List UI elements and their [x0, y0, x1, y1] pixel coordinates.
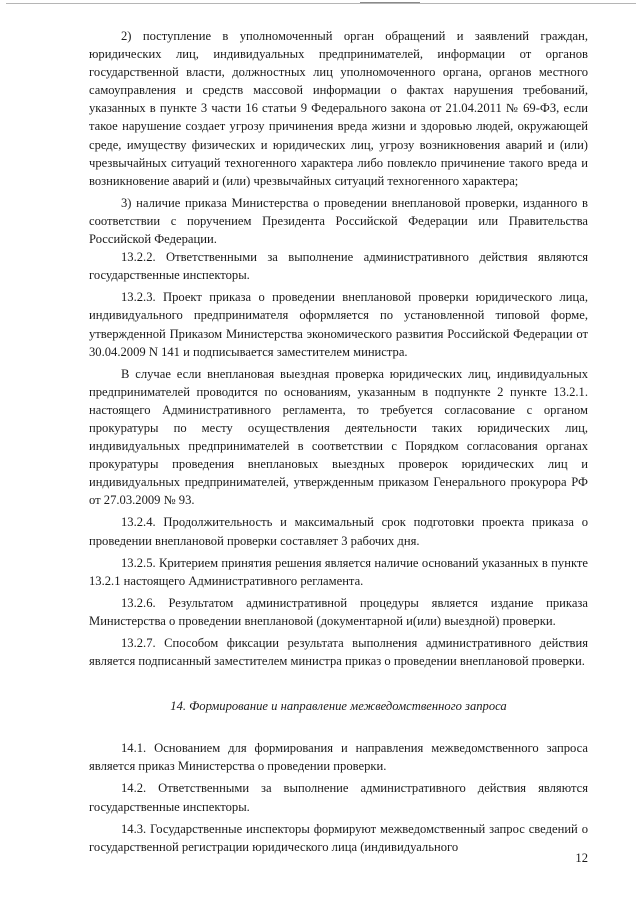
paragraph-prosecutor-approval: В случае если внеплановая выездная проверка юридических лиц, индивидуальных предпринимателей проводится по основаниям, указанным в подпункте 2 пункте 13.2.1. настоящего Административного регламента, то требуется согласование с органом прокуратуры по месту осуществления деятельности таких юридических лиц, индивидуальных предпринимателей в соответствии с Порядком согласования органах прокуратуры проведения внеплановых выездных проверок юридических лиц и индивидуальных предпринимателей, утвержденным приказом Генерального прокурора РФ от 27.03.2009 № 93.	[89, 366, 588, 508]
page-top-rule	[6, 3, 636, 4]
paragraph-13-2-4: 13.2.4. Продолжительность и максимальный срок подготовки проекта приказа о проведении внеплановой проверки составляет 3 рабочих дня.	[89, 515, 588, 548]
paragraph-13-2-7: 13.2.7. Способом фиксации результата выполнения административного действия является подписанный заместителем министра приказ о проведении внеплановой проверки.	[89, 636, 588, 669]
paragraph-item-2: 2) поступление в уполномоченный орган обращений и заявлений граждан, юридических лиц, индивидуальных предпринимателей, информации от органов государственной власти, должностных лиц уполномоченного органа, органов местного самоуправления и средств массовой информации о фактах нарушения требований, указанных в пункте 3 части 16 статьи 9 Федерального закона от 21.04.2011 № 69-ФЗ, если такое нарушение создает угрозу причинения вреда жизни и здоровью людей, окружающей среде, имуществу физических и юридических лиц, угрозу возникновения аварий и (или) чрезвычайных ситуаций техногенного характера либо повлекло причинение такого вреда и возникновение аварий и (или) чрезвычайных ситуаций техногенного характера;	[89, 29, 588, 188]
paragraph-13-2-2: 13.2.2. Ответственными за выполнение административного действия являются государственные инспекторы.	[89, 250, 588, 283]
paragraph-13-2-3: 13.2.3. Проект приказа о проведении внеплановой проверки юридического лица, индивидуального предпринимателя оформляется по установленной типовой форме, утвержденной Приказом Министерства экономического развития Российской Федерации от 30.04.2009 N 141 и подписывается заместителем министра.	[89, 290, 588, 359]
paragraph-14-3: 14.3. Государственные инспекторы формируют межведомственный запрос сведений о государственной регистрации юридического лица (индивидуального	[89, 821, 588, 854]
paragraph-item-3: 3) наличие приказа Министерства о проведении внеплановой проверки, изданного в соответствии с поручением Президента Российской Федерации или Правительства Российской Федерации.	[89, 195, 588, 247]
paragraph-14-2: 14.2. Ответственными за выполнение административного действия являются государственные инспекторы.	[89, 781, 588, 814]
paragraph-13-2-5: 13.2.5. Критерием принятия решения является наличие оснований указанных в пункте 13.2.1 настоящего Административного регламента.	[89, 555, 588, 588]
document-body	[89, 27, 588, 856]
scan-artifact-mark	[360, 2, 420, 3]
page-number: 12	[575, 851, 588, 865]
section-heading-14: 14. Формирование и направление межведомственного запроса	[170, 699, 507, 714]
paragraph-13-2-6: 13.2.6. Результатом административной процедуры является издание приказа Министерства о проведении внеплановой (документарной и(или) выездной) проверки.	[89, 595, 588, 628]
paragraph-14-1: 14.1. Основанием для формирования и направления межведомственного запроса является приказ Министерства о проведении проверки.	[89, 741, 588, 774]
